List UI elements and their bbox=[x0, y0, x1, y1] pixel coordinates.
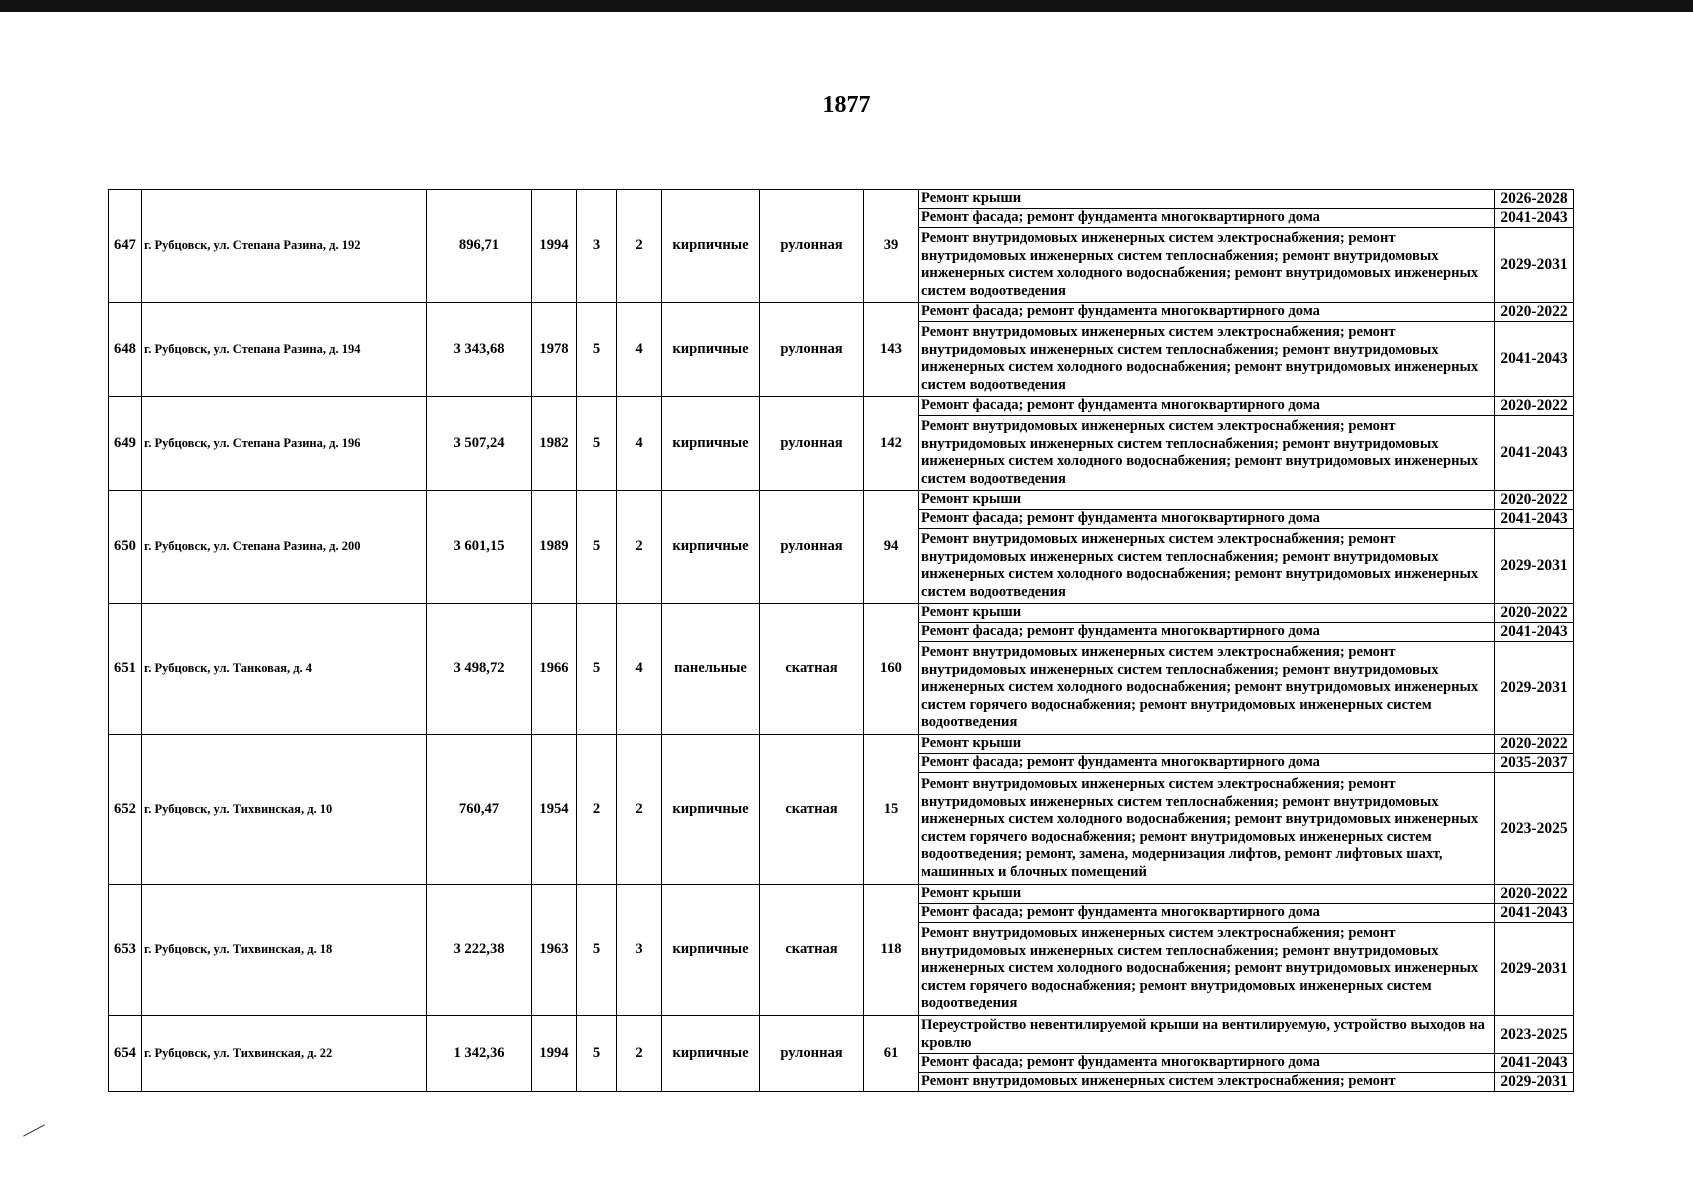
table-row bbox=[109, 735, 1574, 754]
work-description: Ремонт внутридомовых инженерных систем электроснабжения; ремонт внутридомовых инженерных систем теплоснабжения; ремонт внутридомовых инженерных систем холодного водоснабжения; ремонт внутридомовых инженерных систем водоотведения bbox=[919, 228, 1495, 303]
building-floors: 3 bbox=[577, 190, 617, 303]
work-description: Ремонт крыши bbox=[919, 190, 1495, 209]
building-roof: рулонная bbox=[760, 1016, 864, 1092]
work-description: Ремонт внутридомовых инженерных систем электроснабжения; ремонт внутридомовых инженерных систем теплоснабжения; ремонт внутридомовых инженерных систем холодного водоснабжения; ремонт внутридомовых инженерных систем горячего водоснабжения; ремонт внутридомовых инженерных систем водоотведения; ремонт, замена, модернизация лифтов, ремонт лифтовых шахт, машинных и блочных помещений bbox=[919, 773, 1495, 885]
building-residents: 142 bbox=[864, 397, 919, 491]
table-row bbox=[109, 885, 1574, 904]
building-number: 652 bbox=[109, 735, 142, 885]
table-row bbox=[109, 1016, 1574, 1054]
building-roof: рулонная bbox=[760, 491, 864, 604]
registry-body bbox=[109, 190, 1574, 1092]
building-area: 1 342,36 bbox=[427, 1016, 532, 1092]
building-area: 3 601,15 bbox=[427, 491, 532, 604]
building-floors: 2 bbox=[577, 735, 617, 885]
building-walls: панельные bbox=[662, 604, 760, 735]
work-period: 2026-2028 bbox=[1495, 190, 1574, 209]
building-year: 1994 bbox=[532, 1016, 577, 1092]
building-year: 1989 bbox=[532, 491, 577, 604]
work-period: 2020-2022 bbox=[1495, 885, 1574, 904]
building-number: 653 bbox=[109, 885, 142, 1016]
building-year: 1982 bbox=[532, 397, 577, 491]
building-address: г. Рубцовск, ул. Степана Разина, д. 200 bbox=[142, 491, 427, 604]
work-period: 2029-2031 bbox=[1495, 923, 1574, 1016]
building-area: 3 498,72 bbox=[427, 604, 532, 735]
work-period: 2020-2022 bbox=[1495, 397, 1574, 416]
work-period: 2020-2022 bbox=[1495, 735, 1574, 754]
building-area: 3 507,24 bbox=[427, 397, 532, 491]
building-floors: 5 bbox=[577, 1016, 617, 1092]
building-residents: 160 bbox=[864, 604, 919, 735]
building-entrances: 2 bbox=[617, 1016, 662, 1092]
table-row bbox=[109, 303, 1574, 322]
table-row bbox=[109, 397, 1574, 416]
building-number: 654 bbox=[109, 1016, 142, 1092]
table-row bbox=[109, 491, 1574, 510]
work-description: Ремонт крыши bbox=[919, 735, 1495, 754]
building-residents: 94 bbox=[864, 491, 919, 604]
table-row bbox=[109, 604, 1574, 623]
building-entrances: 4 bbox=[617, 604, 662, 735]
building-address: г. Рубцовск, ул. Степана Разина, д. 196 bbox=[142, 397, 427, 491]
work-description: Ремонт крыши bbox=[919, 491, 1495, 510]
building-address: г. Рубцовск, ул. Степана Разина, д. 192 bbox=[142, 190, 427, 303]
building-address: г. Рубцовск, ул. Степана Разина, д. 194 bbox=[142, 303, 427, 397]
building-walls: кирпичные bbox=[662, 397, 760, 491]
building-residents: 39 bbox=[864, 190, 919, 303]
building-year: 1954 bbox=[532, 735, 577, 885]
building-roof: рулонная bbox=[760, 303, 864, 397]
work-description: Ремонт фасада; ремонт фундамента многоквартирного дома bbox=[919, 904, 1495, 923]
work-description: Ремонт внутридомовых инженерных систем электроснабжения; ремонт внутридомовых инженерных систем теплоснабжения; ремонт внутридомовых инженерных систем холодного водоснабжения; ремонт внутридомовых инженерных систем горячего водоснабжения; ремонт внутридомовых инженерных систем водоотведения bbox=[919, 642, 1495, 735]
page-number: 1877 bbox=[822, 92, 871, 118]
work-description: Ремонт фасада; ремонт фундамента многоквартирного дома bbox=[919, 397, 1495, 416]
building-residents: 15 bbox=[864, 735, 919, 885]
building-entrances: 3 bbox=[617, 885, 662, 1016]
building-address: г. Рубцовск, ул. Тихвинская, д. 18 bbox=[142, 885, 427, 1016]
building-roof: скатная bbox=[760, 604, 864, 735]
work-description: Ремонт фасада; ремонт фундамента многоквартирного дома bbox=[919, 754, 1495, 773]
work-period: 2020-2022 bbox=[1495, 604, 1574, 623]
building-floors: 5 bbox=[577, 491, 617, 604]
work-period: 2020-2022 bbox=[1495, 303, 1574, 322]
building-area: 3 343,68 bbox=[427, 303, 532, 397]
building-area: 896,71 bbox=[427, 190, 532, 303]
work-description: Ремонт крыши bbox=[919, 885, 1495, 904]
work-description: Ремонт фасада; ремонт фундамента многоквартирного дома bbox=[919, 510, 1495, 529]
work-description: Ремонт фасада; ремонт фундамента многоквартирного дома bbox=[919, 1054, 1495, 1073]
building-roof: скатная bbox=[760, 885, 864, 1016]
work-period: 2023-2025 bbox=[1495, 1016, 1574, 1054]
building-floors: 5 bbox=[577, 604, 617, 735]
building-residents: 61 bbox=[864, 1016, 919, 1092]
building-walls: кирпичные bbox=[662, 303, 760, 397]
building-entrances: 4 bbox=[617, 303, 662, 397]
building-address: г. Рубцовск, ул. Танковая, д. 4 bbox=[142, 604, 427, 735]
work-period: 2041-2043 bbox=[1495, 623, 1574, 642]
building-entrances: 2 bbox=[617, 491, 662, 604]
work-period: 2041-2043 bbox=[1495, 1054, 1574, 1073]
building-entrances: 2 bbox=[617, 190, 662, 303]
scan-edge-bar bbox=[0, 0, 1693, 12]
work-description: Ремонт внутридомовых инженерных систем электроснабжения; ремонт внутридомовых инженерных систем теплоснабжения; ремонт внутридомовых инженерных систем холодного водоснабжения; ремонт внутридомовых инженерных систем водоотведения bbox=[919, 322, 1495, 397]
pen-mark bbox=[23, 1124, 45, 1136]
building-address: г. Рубцовск, ул. Тихвинская, д. 10 bbox=[142, 735, 427, 885]
building-residents: 143 bbox=[864, 303, 919, 397]
building-year: 1963 bbox=[532, 885, 577, 1016]
building-number: 649 bbox=[109, 397, 142, 491]
work-description: Ремонт внутридомовых инженерных систем электроснабжения; ремонт внутридомовых инженерных систем теплоснабжения; ремонт внутридомовых инженерных систем холодного водоснабжения; ремонт внутридомовых инженерных систем водоотведения bbox=[919, 529, 1495, 604]
building-floors: 5 bbox=[577, 303, 617, 397]
work-period: 2020-2022 bbox=[1495, 491, 1574, 510]
building-walls: кирпичные bbox=[662, 1016, 760, 1092]
work-description: Ремонт фасада; ремонт фундамента многоквартирного дома bbox=[919, 209, 1495, 228]
building-walls: кирпичные bbox=[662, 735, 760, 885]
building-area: 3 222,38 bbox=[427, 885, 532, 1016]
building-roof: рулонная bbox=[760, 190, 864, 303]
building-walls: кирпичные bbox=[662, 190, 760, 303]
building-year: 1978 bbox=[532, 303, 577, 397]
work-description: Ремонт крыши bbox=[919, 604, 1495, 623]
table-row bbox=[109, 190, 1574, 209]
work-description: Ремонт внутридомовых инженерных систем электроснабжения; ремонт внутридомовых инженерных систем теплоснабжения; ремонт внутридомовых инженерных систем холодного водоснабжения; ремонт внутридомовых инженерных систем горячего водоснабжения; ремонт внутридомовых инженерных систем водоотведения bbox=[919, 923, 1495, 1016]
work-description: Ремонт внутридомовых инженерных систем электроснабжения; ремонт внутридомовых инженерных систем теплоснабжения; ремонт внутридомовых инженерных систем холодного водоснабжения; ремонт внутридомовых инженерных систем водоотведения bbox=[919, 416, 1495, 491]
work-description: Ремонт фасада; ремонт фундамента многоквартирного дома bbox=[919, 303, 1495, 322]
work-period: 2029-2031 bbox=[1495, 228, 1574, 303]
work-period: 2041-2043 bbox=[1495, 510, 1574, 529]
work-period: 2029-2031 bbox=[1495, 642, 1574, 735]
building-walls: кирпичные bbox=[662, 491, 760, 604]
work-period: 2041-2043 bbox=[1495, 209, 1574, 228]
work-period: 2041-2043 bbox=[1495, 904, 1574, 923]
building-entrances: 4 bbox=[617, 397, 662, 491]
building-number: 648 bbox=[109, 303, 142, 397]
building-year: 1966 bbox=[532, 604, 577, 735]
work-period: 2035-2037 bbox=[1495, 754, 1574, 773]
work-period: 2029-2031 bbox=[1495, 1073, 1574, 1092]
building-year: 1994 bbox=[532, 190, 577, 303]
building-number: 647 bbox=[109, 190, 142, 303]
building-roof: скатная bbox=[760, 735, 864, 885]
work-period: 2041-2043 bbox=[1495, 322, 1574, 397]
work-description: Переустройство невентилируемой крыши на вентилируемую, устройство выходов на кровлю bbox=[919, 1016, 1495, 1054]
building-walls: кирпичные bbox=[662, 885, 760, 1016]
work-period: 2023-2025 bbox=[1495, 773, 1574, 885]
building-number: 650 bbox=[109, 491, 142, 604]
building-address: г. Рубцовск, ул. Тихвинская, д. 22 bbox=[142, 1016, 427, 1092]
building-floors: 5 bbox=[577, 397, 617, 491]
building-area: 760,47 bbox=[427, 735, 532, 885]
building-floors: 5 bbox=[577, 885, 617, 1016]
building-registry-table bbox=[108, 189, 1574, 1092]
work-description: Ремонт внутридомовых инженерных систем электроснабжения; ремонт bbox=[919, 1073, 1495, 1092]
building-entrances: 2 bbox=[617, 735, 662, 885]
building-residents: 118 bbox=[864, 885, 919, 1016]
work-period: 2041-2043 bbox=[1495, 416, 1574, 491]
building-roof: рулонная bbox=[760, 397, 864, 491]
building-number: 651 bbox=[109, 604, 142, 735]
work-period: 2029-2031 bbox=[1495, 529, 1574, 604]
work-description: Ремонт фасада; ремонт фундамента многоквартирного дома bbox=[919, 623, 1495, 642]
